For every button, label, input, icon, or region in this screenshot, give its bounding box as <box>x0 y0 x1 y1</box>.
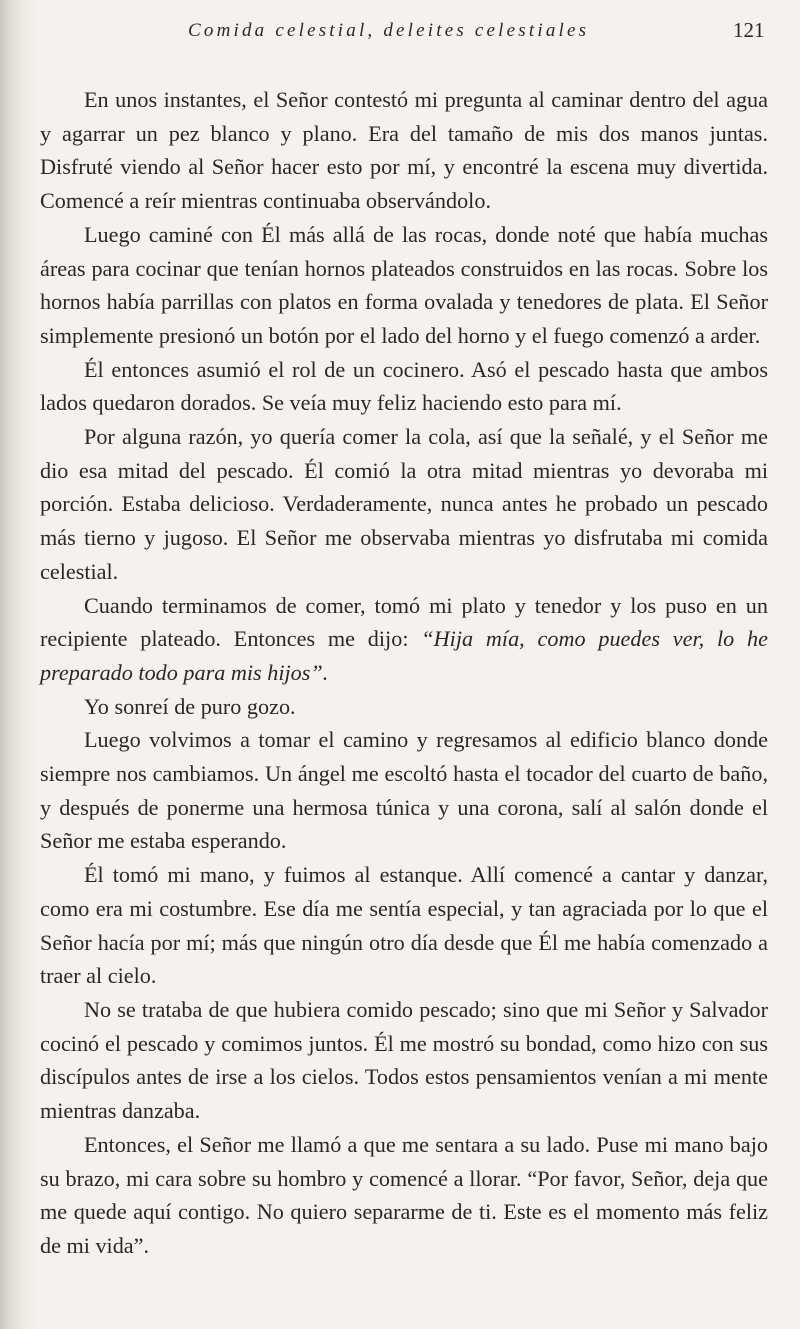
paragraph-text: Luego volvimos a tomar el camino y regresamos al edificio blanco donde siempre nos cambiamos. Un ángel me escoltó hasta el tocador del cuarto de baño, y después de ponerme una hermosa túnica y una corona, salí al salón donde el Señor me estaba esperando. <box>40 727 768 854</box>
paragraph-5 <box>40 589 768 690</box>
quoted-speech: “Hija mía, como puedes ver, lo he preparado todo para mis hijos”. <box>40 626 769 685</box>
paragraph-1 <box>40 83 768 218</box>
paragraph-9 <box>40 993 768 1128</box>
paragraph-3 <box>40 353 768 420</box>
paragraph-text: Cuando terminamos de comer, tomó mi plato y tenedor y los puso en un recipiente plateado. Entonces me dijo: <box>40 592 768 652</box>
body-text <box>40 83 768 1263</box>
paragraph-text: Yo sonreí de puro gozo. <box>84 693 296 719</box>
page-number: 121 <box>733 18 765 42</box>
paragraph-text: Él tomó mi mano, y fuimos al estanque. Allí comencé a cantar y danzar, como era mi costumbre. Ese día me sentía especial, y tan agraciada por lo que el Señor hacía por mí; más que ningún otro día desde que Él me había comenzado a traer al cielo. <box>40 862 768 989</box>
paragraph-6 <box>40 690 768 724</box>
running-title: Comida celestial, deleites celestiales <box>188 20 590 41</box>
paragraph-text: En unos instantes, el Señor contestó mi pregunta al caminar dentro del agua y agarrar un pez blanco y plano. Era del tamaño de mis dos manos juntas. Disfruté viendo al Señor hacer esto por mí, y encontré la escena muy divertida. Comencé a reír mientras continuaba observándolo. <box>40 87 768 214</box>
paragraph-10 <box>40 1128 768 1263</box>
paragraph-text: Entonces, el Señor me llamó a que me sentara a su lado. Puse mi mano bajo su brazo, mi cara sobre su hombro y comencé a llorar. “Por favor, Señor, deja que me quede aquí contigo. No quiero separarme de ti. Este es el momento más feliz de mi vida”. <box>40 1131 768 1258</box>
paragraph-text: Luego caminé con Él más allá de las rocas, donde noté que había muchas áreas para cocinar que tenían hornos plateados construidos en las rocas. Sobre los hornos había parrillas con platos en forma ovalada y tenedores de plata. El Señor simplemente presionó un botón por el lado del horno y el fuego comenzó a arder. <box>40 221 768 348</box>
paragraph-7 <box>40 723 768 858</box>
paragraph-2 <box>40 218 768 353</box>
paragraph-text: Por alguna razón, yo quería comer la cola, así que la señalé, y el Señor me dio esa mitad del pescado. Él comió la otra mitad mientras yo devoraba mi porción. Estaba delicioso. Verdaderamente, nunca antes he probado un pescado más tierno y jugoso. El Señor me observaba mientras yo disfrutaba mi comida celestial. <box>40 424 768 584</box>
paragraph-text: Él entonces asumió el rol de un cocinero. Asó el pescado hasta que ambos lados quedaron dorados. Se veía muy feliz haciendo esto para mí. <box>40 356 768 416</box>
paragraph-4 <box>40 420 768 589</box>
paragraph-8 <box>40 858 768 993</box>
page-header <box>0 14 800 50</box>
paragraph-text: No se trataba de que hubiera comido pescado; sino que mi Señor y Salvador cocinó el pescado y comimos juntos. Él me mostró su bondad, como hizo con sus discípulos antes de irse a los cielos. Todos estos pensamientos venían a mi mente mientras danzaba. <box>40 996 768 1124</box>
